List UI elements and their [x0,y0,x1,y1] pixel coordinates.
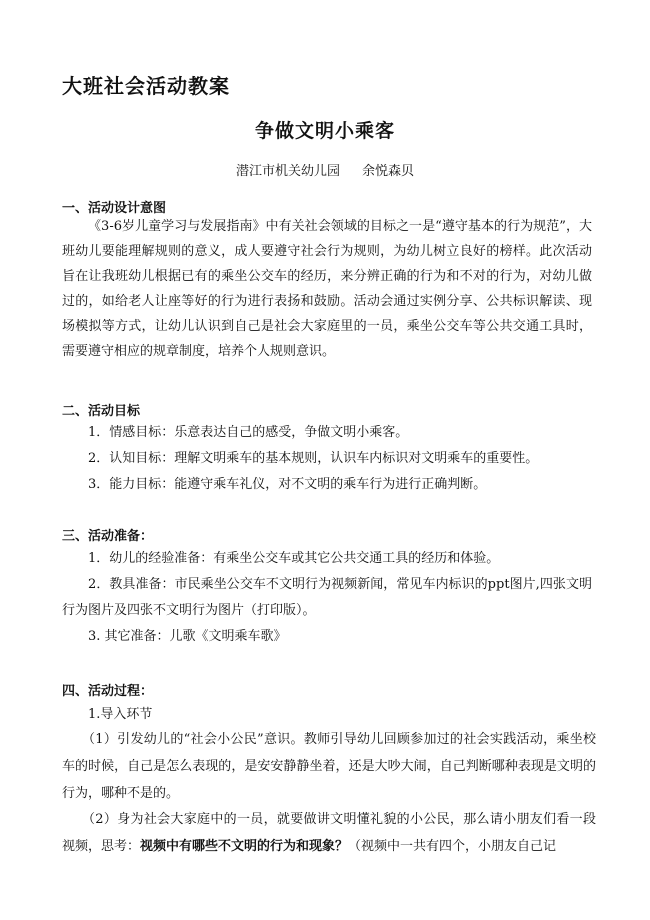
author-line [0,160,650,179]
prep-item: 3. 其它准备：儿歌《文明乘车歌》 [88,629,287,644]
section-heading-design: 一、活动设计意图 [62,201,167,216]
section-heading-goals: 二、活动目标 [62,404,141,419]
design-paragraph: 《3-6岁儿童学习与发展指南》中有关社会领域的目标之一是“遵守基本的行为规范”，大班幼儿要能理解规则的意义，成人要遵守社会行为规则，为幼儿树立良好的榜样。此次活动旨在让我班幼儿根据已有的乘坐公交车的经历，来分辨正确的行为和不对的行为，对幼儿做过的，如给老人让座等好的行为进行表扬和鼓励。活动会通过实例分享、公共标识解读、现场模拟等方式，让幼儿认识到自己是社会大家庭里的一员，乘坐公交车等公共交通工具时，需要遵守相应的规章制度，培养个人规则意识。 [62,219,592,359]
process-text: （2）身为社会大家庭中的一员，就要做讲文明懂礼貌的小公民，那么请小朋友们看一段视频，思考： [62,812,596,854]
process-paragraph: （1）引发幼儿的“社会小公民”意识。教师引导幼儿回顾参加过的社会实践活动，乘坐校车的时候，自己是怎么表现的，是安安静静坐着，还是大吵大闹，自己判断哪种表现是文明的行为，哪种不是的。 [62,732,596,801]
prep-item: 2．教具准备：市民乘坐公交车不文明行为视频新闻，常见车内标识的ppt图片,四张文明行为图片及四张不文明行为图片（打印版）。 [62,577,592,618]
process-paragraph [62,806,596,860]
lesson-title: 争做文明小乘客 [254,120,395,142]
section-heading-process: 四、活动过程： [62,684,154,699]
goal-item: 2．认知目标：理解文明乘车的基本规则，认识车内标识对文明乘车的重要性。 [88,451,539,466]
author-school: 潜江市机关幼儿园 [235,164,340,179]
author-name: 余悦森贝 [362,164,415,179]
process-subheading: 1.导入环节 [88,707,153,722]
document-title: 大班社会活动教案 [62,74,230,98]
process-text: （视频中一共有四个，小朋友自己记 [348,839,557,854]
section-heading-prep: 三、活动准备： [62,529,154,544]
goal-item: 3．能力目标：能遵守乘车礼仪，对不文明的乘车行为进行正确判断。 [88,477,487,492]
process-question: 视频中有哪些不文明的行为和现象？ [140,839,349,854]
goal-item: 1．情感目标：乐意表达自己的感受，争做文明小乘客。 [88,425,409,440]
prep-item: 1．幼儿的经验准备：有乘坐公交车或其它公共交通工具的经历和体验。 [88,551,500,566]
